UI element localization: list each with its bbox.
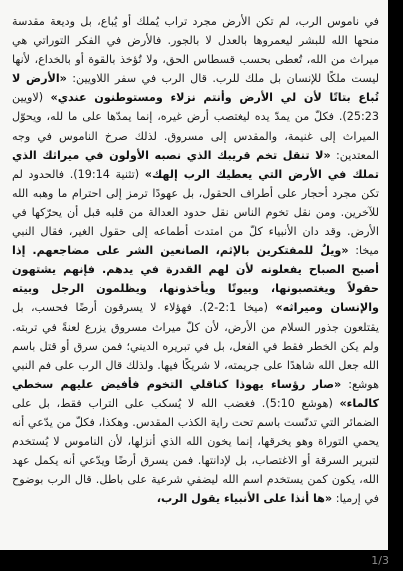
scripture-quote: «الأرض لا تُباع بتاتًا لأن لي الأرض وأنتم نزلاء ومستوطنون عندي» <box>12 72 379 105</box>
scripture-quote: «ها أنذا على الأنبياء يقول الرب، <box>156 492 333 506</box>
text-segment: (هوشع 5:10). فغضب الله لا يُسكب على التراب فقط، بل على الضمائر التي تدنّست باسم تحت راية الكذب المقدس. وهكذا، فكلّ من يدّعي أنه يحمي التوراة وهو يخرقها، إنما يخون الله الذي أنزلها، لأن الناموس لا يُستخدم لتبرير السرقة أو الاغتصاب، بل لإدانتها. فمن يسرق أرضًا ويدّعي أنه يكمل عهد الله، يكون كمن يستخدم اسم الله ليضفي شرعية على باطل. قال الرب بوضوح في إرميا: <box>12 396 379 506</box>
body-paragraph <box>12 12 379 508</box>
text-segment: (تثنية 19:14). فالحدود لم تكن مجرد أحجار على أطراف الحقول، بل عهودًا ترمز إلى احترام ما وهبه الله للآخرين. ومن نقل تخوم الناس نقل حدود العدالة من قلبه قبل أن يحرّكها في الأرض. وقد دان الأنبياء كلّ من امتدت أطماعه إلى حقول الغير، فقال النبي ميخا: <box>12 167 380 258</box>
scripture-quote: «لا تنقل تخم قريبك الذي نصبه الأولون في ميراثك الذي تملك في الأرض التي يعطيك الرب إلهك» <box>12 148 380 181</box>
scripture-quote: «صار رؤساء يهوذا كناقلي التخوم فأفيض عليهم سخطي كالماء» <box>12 377 379 410</box>
scripture-quote: «ويلٌ للمفتكرين بالإثم، الصانعين الشر على مضاجعهم. إذا أصبح الصباح يفعلونه لأن لهم القدرة في يدهم. فإنهم يشتهون حقولاً ويغتصبونها، وبيوتًا ويأخذونها، ويظلمون الرجل وبيته والإنسان وميراثه» <box>12 244 379 315</box>
text-segment: في ناموس الرب، لم تكن الأرض مجرد تراب يُملك أو يُباع، بل وديعة مقدسة منحها الله للبشر ليعمروها بالعدل لا بالجور. فالأرض في الفكر التوراتي هي ميراث من الله، تُعطى بحسب قسطاس الحق، ولا تُؤخذ بالقوة أو بالخداع، لأنها ليست ملكًا للإنسان بل ملك للرب. قال الرب في سفر اللاويين: <box>12 15 379 86</box>
page-indicator: 1/3 <box>371 554 389 567</box>
text-segment: (ميخا 2:1-2). فهؤلاء لا يسرقون أرضًا فحسب، بل يقتلعون جذور السلام من الأرض، لأن كلّ ميراث مسروق يزرع لعنةً في تربته. ولم يكن الخطر فقط في الفعل، بل في تبريره الديني؛ فمن سرق أو قتل باسم الله جعل الله شاهدًا على جريمته، لا شريكًا فيها. ولذلك قال الرب على فم النبي هوشع: <box>12 301 379 391</box>
text-segment: (لاويين 25:23). فكلّ من يمدّ يده ليغتصب أرض غيره، إنما يمدّها على ما لله، ويحوّل الميراث إلى غنيمة، والمقدس إلى مسروق. لذلك صرخ الناموس في وجه المعتدين: <box>12 91 380 162</box>
